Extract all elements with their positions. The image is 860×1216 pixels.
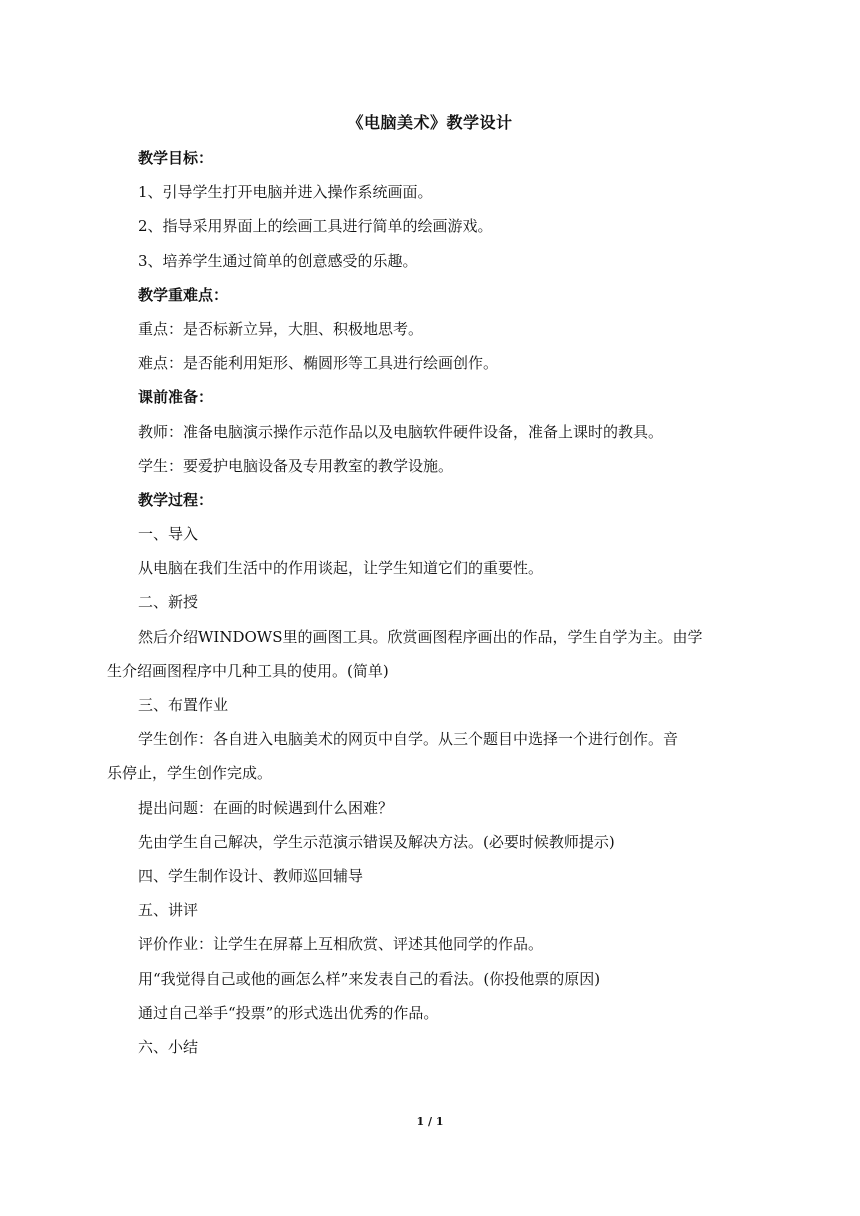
step-5-title: 五、讲评 [138,901,199,920]
step-3-question: 提出问题：在画的时候遇到什么困难？ [138,798,394,817]
step-3-text-continued: 乐停止，学生创作完成。 [107,764,273,783]
prep-heading: 课前准备： [138,388,214,407]
process-heading: 教学过程： [138,490,214,509]
goal-item-3: 3、培养学生通过简单的创意感受的乐趣。 [138,251,418,270]
step-6-title: 六、小结 [138,1037,199,1056]
prep-student: 学生：要爱护电脑设备及专用教室的教学设施。 [138,456,454,475]
step-1-text: 从电脑在我们生活中的作用谈起，让学生知道它们的重要性。 [138,559,544,578]
difficult-point: 难点：是否能利用矩形、椭圆形等工具进行绘画创作。 [138,354,499,373]
step-5-eval: 评价作业：让学生在屏幕上互相欣赏、评述其他同学的作品。 [138,935,544,954]
step-3-title: 三、布置作业 [138,696,229,714]
keypoints-heading: 教学重难点： [138,285,229,304]
step-3-solve: 先由学生自己解决，学生示范演示错误及解决方法。(必要时候教师提示) [138,832,615,851]
page-number: 1 / 1 [416,1115,444,1128]
step-3-text: 学生创作：各自进入电脑美术的网页中自学。从三个题目中选择一个进行创作。音 [138,730,679,749]
document-body [107,145,770,1068]
goal-item-1: 1、引导学生打开电脑并进入操作系统画面。 [138,183,433,202]
key-point: 重点：是否标新立异，大胆、积极地思考。 [138,319,424,338]
step-5-vote: 通过自己举手“投票”的形式选出优秀的作品。 [138,1003,439,1022]
step-2-title: 二、新授 [138,593,199,612]
step-2-text-continued: 生介绍画图程序中几种工具的使用。(简单) [107,661,389,680]
document-title: 《电脑美术》教学设计 [347,113,513,132]
step-2-text: 然后介绍WINDOWS里的画图工具。欣赏画图程序画出的作品，学生自学为主。由学 [138,627,703,646]
goals-heading: 教学目标： [138,149,214,167]
goal-item-2: 2、指导采用界面上的绘画工具进行简单的绘画游戏。 [138,217,493,236]
step-4-title: 四、学生制作设计、教师巡回辅导 [138,866,364,885]
step-5-opinion: 用“我觉得自己或他的画怎么样”来发表自己的看法。(你投他票的原因) [138,969,601,988]
prep-teacher: 教师：准备电脑演示操作示范作品以及电脑软件硬件设备，准备上课时的教具。 [138,422,664,441]
step-1-title: 一、导入 [138,525,199,544]
